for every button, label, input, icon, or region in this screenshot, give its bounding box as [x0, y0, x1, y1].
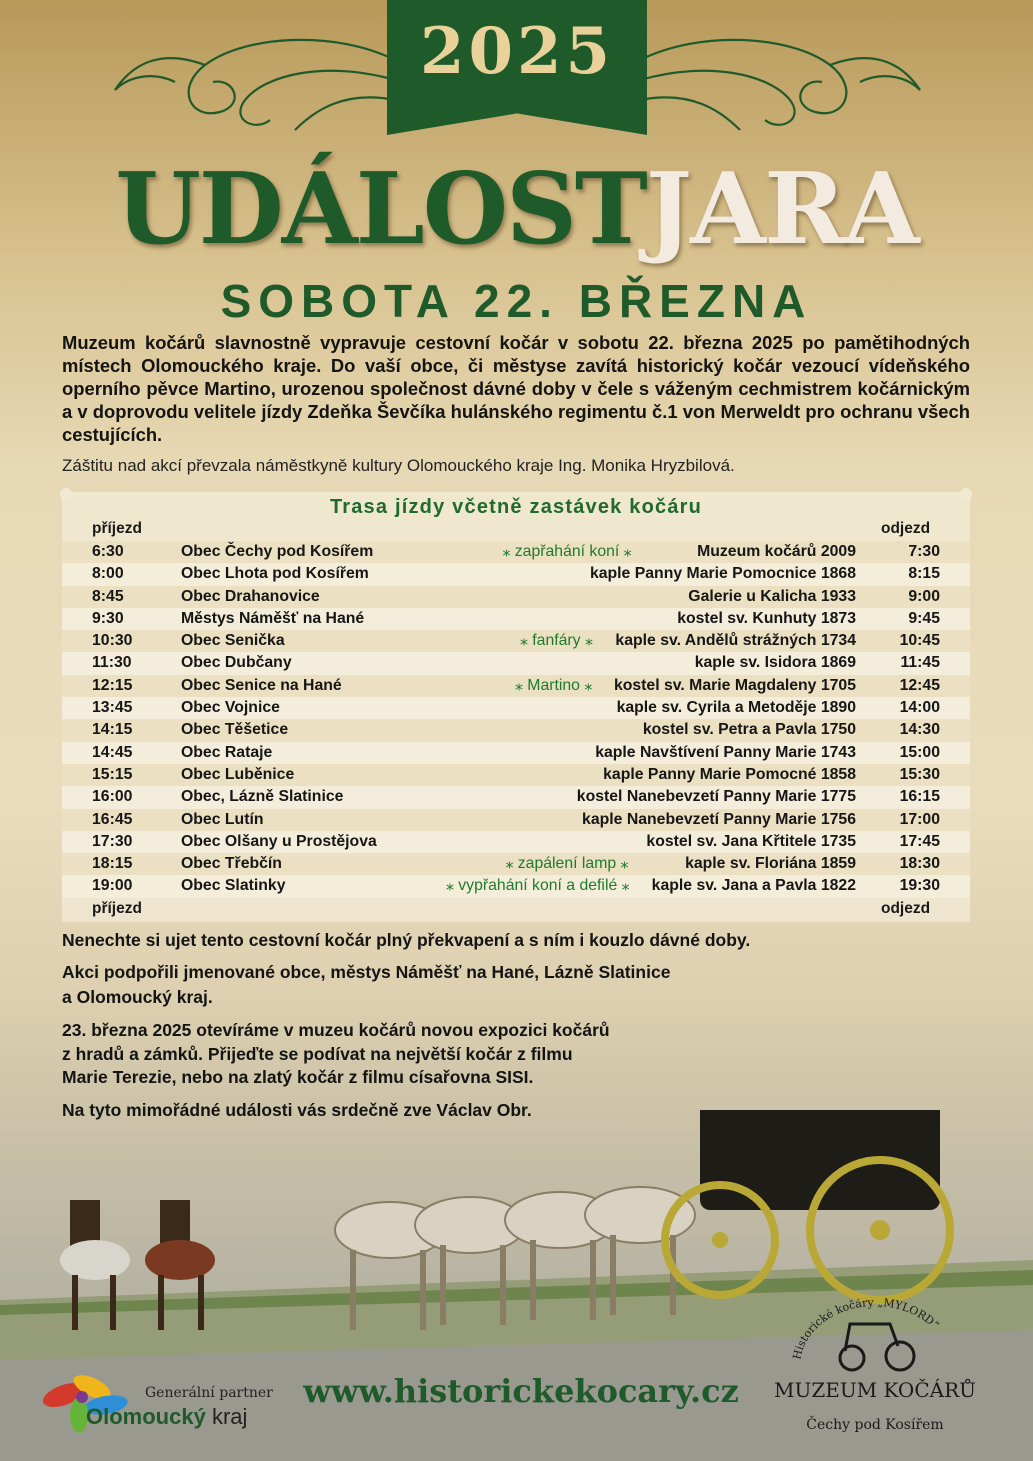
- stop-place: kostel Nanebevzetí Panny Marie 1775: [576, 788, 856, 806]
- arrival-time: 16:45: [92, 810, 133, 828]
- stop-place: kaple Navštívení Panny Marie 1743: [595, 743, 856, 761]
- departure-time: 14:30: [899, 721, 940, 739]
- table-top-rule: [72, 493, 960, 495]
- stop-place: kaple Panny Marie Pomocnice 1868: [589, 565, 856, 583]
- partner-name-main: Olomoucký: [86, 1404, 206, 1429]
- arrival-time: 8:45: [92, 587, 124, 605]
- arrival-time: 15:15: [92, 765, 133, 783]
- table-row: [62, 742, 970, 764]
- year-label: 2025: [419, 14, 615, 89]
- table-row: [62, 786, 970, 808]
- town-name: Obec Lutín: [181, 810, 264, 828]
- closing-line-4: Na tyto mimořádné události vás srdečně zve Václav Obr.: [62, 1100, 532, 1120]
- arrival-time: 14:15: [92, 721, 133, 739]
- town-name: Obec Rataje: [181, 743, 273, 761]
- museum-name: MUZEUM KOČÁRŮ: [774, 1378, 976, 1402]
- stop-place: kostel sv. Jana Křtitele 1735: [646, 832, 856, 850]
- town-name: Obec Třebčín: [181, 855, 282, 873]
- intro-paragraph: Muzeum kočárů slavnostně vypravuje cestovní kočár v sobotu 22. března 2025 po pamětihodných místech Olomouckého kraje. Do vaší obce, či městyse zavítá historický kočár vezoucí vídeňského operního pěvce Martino, urozenou společnost dávné doby v čele s váženým cechmistrem kočárnickým a v doprovodu velitele jízdy Zdeňka Ševčíka hulánského regimentu č.1 von Merweldt pro ochranu všech cestujících.: [62, 332, 970, 445]
- table-row: [62, 652, 970, 674]
- table-row: [62, 608, 970, 630]
- route-rows: [62, 541, 970, 898]
- right-flourish-ornament: [630, 20, 940, 140]
- closing-line-2a: Akci podpořili jmenované obce, městys Náměšť na Hané, Lázně Slatinice: [62, 962, 671, 982]
- closing-line-3c: Marie Terezie, nebo na zlatý kočár z filmu císařovna SISI.: [62, 1067, 534, 1087]
- departure-time: 9:00: [908, 587, 940, 605]
- town-name: Obec Luběnice: [181, 765, 295, 783]
- stop-note: ⁎ zapřahání koní ⁎: [502, 543, 632, 560]
- partner-label: Generální partner: [145, 1385, 273, 1401]
- closing-line-3b: z hradů a zámků. Přijeďte se podívat na největší kočár z filmu: [62, 1044, 573, 1064]
- town-name: Obec, Lázně Slatinice: [181, 788, 344, 806]
- town-name: Obec Olšany u Prostějova: [181, 832, 377, 850]
- departure-time: 18:30: [899, 855, 940, 873]
- closing-line-2b: a Olomoucký kraj.: [62, 987, 213, 1007]
- closing-line-1: Nenechte si ujet tento cestovní kočár plný překvapení a s ním i kouzlo dávné doby.: [62, 930, 751, 950]
- departure-time: 10:45: [899, 632, 940, 650]
- departure-time: 7:30: [908, 543, 940, 560]
- arrival-time: 19:00: [92, 877, 133, 895]
- table-row: [62, 630, 970, 652]
- stop-place: Muzeum kočárů 2009: [697, 543, 856, 560]
- arrival-header: příjezd: [92, 520, 142, 537]
- stop-note: ⁎ zapálení lamp ⁎: [505, 855, 629, 873]
- departure-time: 17:45: [899, 832, 940, 850]
- departure-time: 14:00: [899, 699, 940, 717]
- departure-footer: odjezd: [881, 900, 931, 917]
- departure-time: 15:00: [899, 743, 940, 761]
- table-row: [62, 875, 970, 897]
- stop-place: Galerie u Kalicha 1933: [688, 587, 856, 605]
- svg-text:Historické kočáry „MYLORD“: [790, 1296, 941, 1361]
- town-name: Obec Lhota pod Kosířem: [181, 565, 369, 583]
- departure-time: 15:30: [899, 765, 940, 783]
- town-name: Obec Senice na Hané: [181, 676, 342, 694]
- arrival-time: 14:45: [92, 743, 133, 761]
- stop-place: kaple sv. Andělů strážných 1734: [615, 632, 856, 650]
- stop-note: ⁎ Martino ⁎: [515, 676, 593, 694]
- patronage-note: Záštitu nad akcí převzala náměstkyně kultury Olomouckého kraje Ing. Monika Hryzbilová.: [62, 456, 735, 475]
- stop-note: ⁎ fanfáry ⁎: [520, 632, 593, 650]
- stop-place: kostel sv. Marie Magdaleny 1705: [613, 676, 856, 694]
- stop-note: ⁎ vypřahání koní a defilé ⁎: [446, 877, 630, 895]
- town-name: Městys Náměšť na Hané: [181, 609, 365, 627]
- museum-carriage-logo-icon: [790, 1296, 960, 1378]
- town-name: Obec Čechy pod Kosířem: [181, 543, 374, 560]
- table-row: [62, 697, 970, 719]
- departure-time: 16:15: [899, 788, 940, 806]
- departure-time: 8:15: [908, 565, 940, 583]
- arrival-time: 18:15: [92, 855, 133, 873]
- website-link[interactable]: www.historickekocary.cz: [303, 1372, 739, 1410]
- stop-place: kostel sv. Petra a Pavla 1750: [642, 721, 856, 739]
- arrival-footer: příjezd: [92, 900, 142, 917]
- left-flourish-ornament: [95, 20, 405, 140]
- stop-place: kaple sv. Isidora 1869: [694, 654, 856, 672]
- arrival-time: 9:30: [92, 609, 124, 627]
- table-row: [62, 719, 970, 741]
- departure-time: 9:45: [908, 609, 940, 627]
- stop-place: kaple Nanebevzetí Panny Marie 1756: [582, 810, 856, 828]
- event-date: SOBOTA 22. BŘEZNA: [220, 275, 813, 327]
- arrival-time: 12:15: [92, 676, 133, 694]
- town-name: Obec Dubčany: [181, 654, 292, 672]
- stop-place: kaple sv. Floriána 1859: [685, 855, 856, 873]
- departure-time: 11:45: [900, 654, 940, 672]
- arrival-time: 8:00: [92, 565, 124, 583]
- departure-time: 17:00: [899, 810, 940, 828]
- town-name: Obec Vojnice: [181, 699, 280, 717]
- stop-place: kostel sv. Kunhuty 1873: [677, 609, 856, 627]
- table-row: [62, 764, 970, 786]
- table-row: [62, 675, 970, 697]
- departure-time: 12:45: [899, 676, 940, 694]
- museum-arc-text: Historické kočáry „MYLORD“: [790, 1296, 942, 1361]
- departure-header: odjezd: [881, 520, 931, 537]
- town-name: Obec Drahanovice: [181, 587, 320, 605]
- departure-time: 19:30: [899, 877, 940, 895]
- route-title: Trasa jízdy včetně zastávek kočáru: [329, 496, 703, 518]
- museum-place: Čechy pod Kosířem: [806, 1417, 944, 1433]
- table-row: [62, 853, 970, 875]
- stop-place: kaple sv. Cyrila a Metoděje 1890: [616, 699, 856, 717]
- town-name: Obec Těšetice: [181, 721, 289, 739]
- table-row: [62, 541, 970, 563]
- partner-name: [86, 1404, 247, 1430]
- table-row: [62, 809, 970, 831]
- arrival-time: 13:45: [92, 699, 133, 717]
- stop-place: kaple sv. Jana a Pavla 1822: [651, 877, 856, 895]
- arrival-time: 16:00: [92, 788, 133, 806]
- arrival-time: 10:30: [92, 632, 133, 650]
- closing-line-3a: 23. března 2025 otevíráme v muzeu kočárů novou expozici kočárů: [62, 1020, 610, 1040]
- table-row: [62, 563, 970, 585]
- table-row: [62, 831, 970, 853]
- title-part-spring: JARA: [645, 152, 918, 267]
- stop-place: kaple Panny Marie Pomocné 1858: [603, 765, 856, 783]
- arrival-time: 17:30: [92, 832, 133, 850]
- title-part-event: UDÁLOST: [115, 152, 646, 267]
- town-name: Obec Slatinky: [181, 877, 286, 895]
- arrival-time: 11:30: [92, 654, 132, 672]
- event-title: [0, 150, 1033, 270]
- table-row: [62, 586, 970, 608]
- partner-name-suffix: kraj: [211, 1404, 248, 1429]
- arrival-time: 6:30: [92, 543, 124, 560]
- town-name: Obec Senička: [181, 632, 285, 650]
